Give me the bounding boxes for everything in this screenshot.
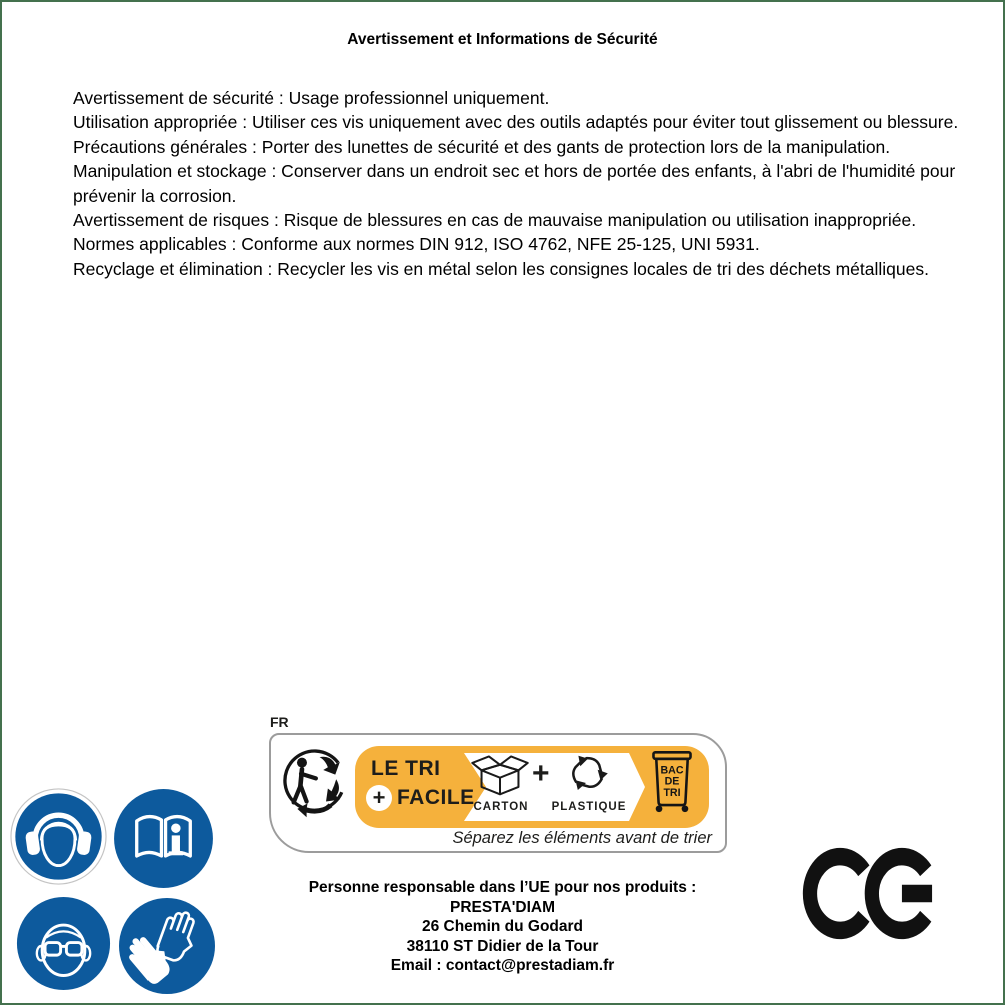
safety-paragraphs xyxy=(73,86,987,281)
bin-label-line: DE xyxy=(664,775,680,788)
safety-paragraph: Manipulation et stockage : Conserver dans un endroit sec et hors de portée des enfants, à l'abri de l'humidité pour prévenir la corrosion. xyxy=(73,161,956,206)
page-title: Avertissement et Informations de Sécurité xyxy=(347,31,658,48)
bin-label-line: TRI xyxy=(663,786,681,799)
responsible-line: Personne responsable dans l’UE pour nos produits : xyxy=(308,879,697,896)
infotri-tagline: Séparez les éléments avant de trier xyxy=(452,829,712,847)
safety-paragraph: Avertissement de sécurité : Usage professionnel uniquement. xyxy=(73,88,550,108)
safety-paragraph: Avertissement de risques : Risque de blessures en cas de mauvaise manipulation ou utilisation inappropriée. xyxy=(73,210,917,231)
country-code-label: FR xyxy=(270,714,289,730)
triman-recycling-icon xyxy=(277,742,351,824)
safety-paragraph: Précautions générales : Porter des lunettes de sécurité et des gants de protection lors de la manipulation. xyxy=(73,136,891,157)
responsible-line: 38110 ST Didier de la Tour xyxy=(406,937,599,955)
infotri-banner xyxy=(269,714,727,853)
carton-label: CARTON xyxy=(473,801,529,813)
safety-paragraph: Recyclage et élimination : Recycler les vis en métal selon les consignes locales de tri des déchets métalliques. xyxy=(73,258,929,279)
plus-circle-icon: + xyxy=(366,785,392,811)
ce-mark-icon xyxy=(802,845,940,942)
infotri-headline-line2: + FACILE xyxy=(366,785,475,811)
safety-paragraph: Normes applicables : Conforme aux normes DIN 912, ISO 4762, NFE 25-125, UNI 5931. xyxy=(73,234,760,255)
responsible-line: 26 Chemin du Godard xyxy=(421,918,584,936)
plus-separator: + xyxy=(532,757,550,790)
read-instruction-manual-icon xyxy=(112,787,215,890)
bin-label-line: BAC xyxy=(660,764,684,777)
plastique-label: PLASTIQUE xyxy=(551,801,627,813)
responsible-line: Email : contact@prestadiam.fr xyxy=(390,957,615,975)
carton-box-icon xyxy=(469,750,531,798)
infotri-headline-line1: LE TRI xyxy=(371,757,441,780)
wear-ear-protection-icon xyxy=(10,788,107,885)
infotri-box xyxy=(269,733,727,853)
recycling-triangle-icon xyxy=(560,748,616,798)
safety-paragraph: Utilisation appropriée : Utiliser ces vis uniquement avec des outils adaptés pour éviter tout glissement ou blessure. xyxy=(73,112,959,133)
sorting-bin-icon xyxy=(647,748,697,814)
responsible-line: PRESTA'DIAM xyxy=(449,898,555,916)
